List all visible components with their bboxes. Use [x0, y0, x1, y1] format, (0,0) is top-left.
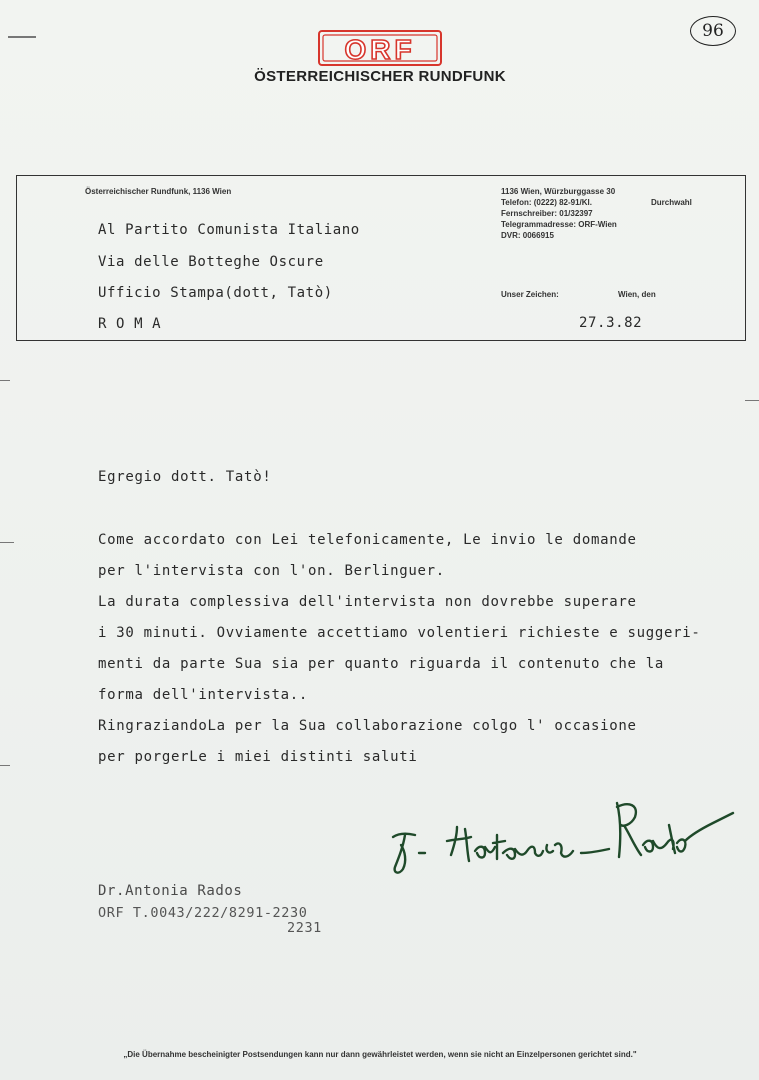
place-label: Wien, den [618, 290, 656, 299]
sender-return-line: Österreichischer Rundfunk, 1136 Wien [85, 187, 232, 196]
sender-name: Dr.Antonia Rados [98, 883, 243, 899]
durchwahl-label: Durchwahl [651, 198, 692, 207]
sender-phone-extension: 2231 [287, 920, 322, 936]
body-line: forma dell'intervista.. [98, 687, 308, 703]
body-line: i 30 minuti. Ovviamente accettiamo volentieri richieste e suggeri- [98, 625, 701, 641]
salutation: Egregio dott. Tatò! [98, 469, 272, 485]
recipient-line: R O M A [98, 316, 162, 332]
footer-note: „Die Übernahme bescheinigter Postsendungen kann nur dann gewährleistet werden, wenn sie nicht an Einzelpersonen gerichtet sind." [123, 1050, 637, 1059]
address-box [16, 175, 746, 341]
scan-mark [0, 380, 10, 381]
contact-line: Telefon: (0222) 82-91/Kl. [501, 198, 592, 207]
body-line: La durata complessiva dell'intervista non dovrebbe superare [98, 594, 637, 610]
recipient-line: Via delle Botteghe Oscure [98, 254, 324, 270]
scan-mark [0, 765, 10, 766]
contact-line: Telegrammadresse: ORF-Wien [501, 220, 617, 229]
letter-date: 27.3.82 [579, 315, 643, 331]
body-line: Come accordato con Lei telefonicamente, Le invio le domande [98, 532, 637, 548]
body-line: per porgerLe i miei distinti saluti [98, 749, 418, 765]
page-number: 96 [690, 16, 736, 46]
contact-line: 1136 Wien, Würzburggasse 30 [501, 187, 616, 196]
handwritten-signature [385, 795, 735, 880]
scan-mark [0, 542, 14, 543]
body-line: per l'intervista con l'on. Berlinguer. [98, 563, 445, 579]
organization-name: ÖSTERREICHISCHER RUNDFUNK [254, 68, 506, 85]
reference-label: Unser Zeichen: [501, 290, 559, 299]
scan-mark [8, 36, 36, 38]
sender-phone: ORF T.0043/222/8291-2230 [98, 905, 308, 921]
scan-mark [745, 400, 759, 401]
recipient-line: Al Partito Comunista Italiano [98, 222, 360, 238]
orf-logo-text: ORF [344, 34, 416, 65]
orf-logo [318, 30, 442, 66]
contact-line: Fernschreiber: 01/32397 [501, 209, 593, 218]
contact-line: DVR: 0066915 [501, 231, 554, 240]
body-line: menti da parte Sua sia per quanto riguarda il contenuto che la [98, 656, 664, 672]
recipient-line: Ufficio Stampa(dott, Tatò) [98, 285, 333, 301]
body-line: RingraziandoLa per la Sua collaborazione colgo l' occasione [98, 718, 637, 734]
